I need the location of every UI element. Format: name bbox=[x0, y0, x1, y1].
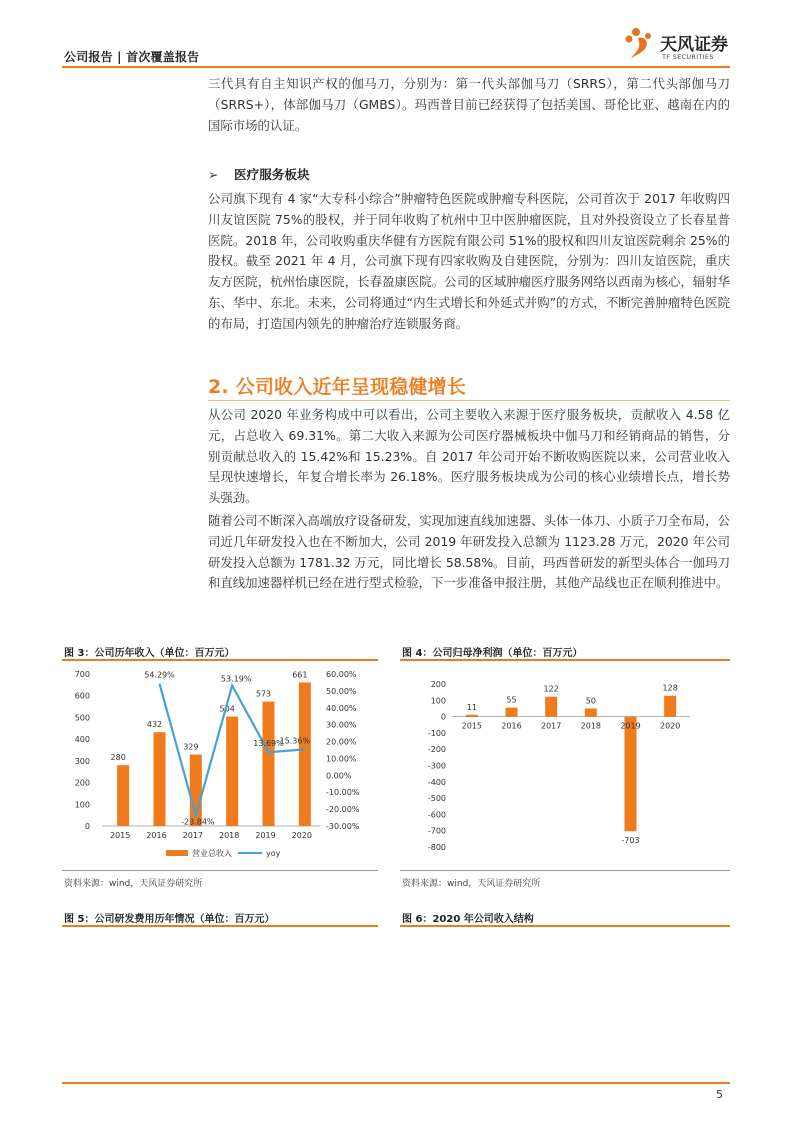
paragraph-revenue: 从公司 2020 年业务构成中可以看出，公司主要收入来源于医疗服务板块，贡献收入 4.58 亿元，占总收入 69.31%。第二大收入来源为公司医疗器械板块中伽马刀和经销商品的销售，分别贡献总收入的 15.42%和 15.23%。自 2017 年公司开始不断收购医院以来，公司营业收入呈现快速增长，年复合增长率为 26.18%。医疗服务板块成为公司的核心业绩增长点，增长势头强劲。 bbox=[208, 407, 730, 506]
section-divider bbox=[208, 400, 730, 401]
figure4-source: 资料来源：wind，天风证券研究所 bbox=[402, 879, 541, 889]
x-tick-label: 2016 bbox=[501, 721, 522, 731]
y-axis-tick-label: -500 bbox=[427, 794, 446, 804]
x-tick-label: 2020 bbox=[291, 831, 313, 840]
revenue-bar-label: 432 bbox=[146, 720, 163, 730]
y-axis-tick-label: 100 bbox=[430, 696, 446, 706]
right-axis-tick-label: -30.00% bbox=[326, 822, 360, 831]
yoy-point-label: 53.19% bbox=[220, 674, 252, 684]
figure3-bottom-rule bbox=[62, 870, 378, 871]
x-tick-label: 2019 bbox=[620, 721, 641, 731]
right-axis-tick-label: 50.00% bbox=[326, 686, 357, 696]
right-axis-tick-label: 60.00% bbox=[326, 670, 357, 679]
net-profit-chart bbox=[400, 662, 730, 868]
left-axis-tick-label: 300 bbox=[74, 756, 90, 766]
net-profit-bar-label: 11 bbox=[466, 702, 477, 712]
revenue-bar bbox=[226, 717, 238, 826]
net-profit-bar bbox=[466, 715, 478, 717]
left-axis-tick-label: 500 bbox=[74, 713, 90, 723]
paragraph-hospitals: 公司旗下现有 4 家“大专科小综合”肿瘤特色医院或肿瘤专科医院，公司首次于 2017 年收购四川友谊医院 75%的股权，并于同年收购了杭州中卫中医肿瘤医院，且对外投资设立了长春星普医院。2018 年，公司收购重庆华健有方医院有限公司 51%的股权和四川友谊医院剩余 25%的股权。截至 2021 年 4 月，公司旗下现有四家收购及自建医院，分别为：四川友谊医院，重庆友方医院，杭州怡康医院，长春盈康医院。公司的区域肿瘤医疗服务网络以西南为核心，辐射华东、华中、东北。未来，公司将通过“内生式增长和外延式并购”的方式，不断完善肿瘤特色医院的布局，打造国内领先的肿瘤治疗连锁服务商。 bbox=[208, 191, 730, 331]
x-tick-label: 2020 bbox=[659, 721, 681, 731]
yoy-point-label: -23.84% bbox=[181, 817, 215, 827]
left-axis-tick-label: 700 bbox=[74, 670, 90, 679]
net-profit-bar bbox=[664, 696, 676, 717]
y-axis-tick-label: -200 bbox=[427, 745, 446, 755]
figure3-title-rule bbox=[62, 659, 378, 661]
x-tick-label: 2015 bbox=[461, 721, 483, 731]
y-axis-tick-label: -100 bbox=[427, 728, 446, 738]
left-axis-tick-label: 200 bbox=[74, 778, 90, 788]
right-axis-tick-label: 10.00% bbox=[326, 754, 357, 764]
legend-bar-label: 营业总收入 bbox=[192, 849, 232, 858]
right-axis-tick-label: -10.00% bbox=[326, 788, 360, 798]
report-type-label: 公司报告 | 首次覆盖报告 bbox=[64, 50, 200, 64]
figure4-title-rule bbox=[400, 659, 730, 661]
net-profit-bar-label: 55 bbox=[506, 695, 517, 705]
y-axis-tick-label: -400 bbox=[427, 777, 446, 787]
revenue-bar-label: 573 bbox=[255, 689, 272, 699]
footer-divider bbox=[62, 1082, 730, 1084]
x-tick-label: 2019 bbox=[255, 831, 276, 840]
figure6-title: 图 6：2020 年公司收入结构 bbox=[402, 914, 534, 925]
revenue-bar-label: 661 bbox=[292, 670, 308, 680]
left-axis-tick-label: 400 bbox=[74, 735, 90, 745]
figure5-title: 图 5：公司研发费用历年情况（单位：百万元） bbox=[64, 914, 275, 925]
left-axis-tick-label: 0 bbox=[84, 822, 90, 831]
net-profit-bar-label: 50 bbox=[585, 696, 596, 706]
x-tick-label: 2015 bbox=[109, 831, 131, 840]
logo-subtitle: TF SECURITIES bbox=[662, 53, 714, 61]
x-tick-label: 2017 bbox=[182, 831, 204, 840]
x-tick-label: 2018 bbox=[580, 721, 602, 731]
revenue-bar bbox=[263, 702, 275, 826]
figure4-title: 图 4：公司归母净利润（单位：百万元） bbox=[402, 648, 583, 659]
paragraph-gamma-knife: 三代具有自主知识产权的伽马刀，分别为：第一代头部伽马刀（SRRS），第二代头部伽马刀（SRRS+），体部伽马刀（GMBS）。玛西普目前已经获得了包括美国、哥伦比亚、越南在内的国际市场的认证。 bbox=[208, 76, 730, 133]
x-tick-label: 2017 bbox=[540, 721, 562, 731]
y-axis-tick-label: -700 bbox=[427, 826, 446, 836]
y-axis-tick-label: -800 bbox=[427, 843, 446, 852]
company-logo bbox=[622, 26, 732, 66]
yoy-point-label: 15.36% bbox=[279, 736, 311, 746]
legend-line-label: yoy bbox=[266, 849, 281, 858]
yoy-point-label: 54.29% bbox=[144, 670, 175, 680]
net-profit-bar-label: 128 bbox=[662, 683, 678, 693]
arrow-bullet-icon: ➢ bbox=[208, 167, 219, 182]
left-axis-tick-label: 600 bbox=[74, 691, 90, 701]
net-profit-bar bbox=[585, 708, 597, 716]
header-divider bbox=[62, 66, 730, 68]
net-profit-bar-label: -703 bbox=[621, 836, 640, 846]
right-axis-tick-label: 20.00% bbox=[326, 737, 357, 747]
logo-mark-icon bbox=[622, 26, 658, 62]
y-axis-tick-label: 0 bbox=[440, 712, 446, 722]
figure3-source: 资料来源：wind，天风证券研究所 bbox=[64, 879, 203, 889]
figure3-title: 图 3：公司历年收入（单位：百万元） bbox=[64, 648, 235, 659]
y-axis-tick-label: -300 bbox=[427, 761, 446, 771]
right-axis-tick-label: 40.00% bbox=[326, 703, 357, 713]
net-profit-bar bbox=[545, 697, 557, 717]
figure6-title-rule bbox=[400, 925, 730, 927]
right-axis-tick-label: 30.00% bbox=[326, 720, 357, 730]
page-number: 5 bbox=[716, 1088, 723, 1101]
legend-bar-swatch bbox=[166, 850, 188, 856]
revenue-bar bbox=[299, 682, 311, 826]
revenue-chart bbox=[62, 662, 378, 868]
y-axis-tick-label: 200 bbox=[430, 680, 446, 689]
revenue-bar-label: 280 bbox=[110, 753, 126, 763]
revenue-bar-label: 329 bbox=[183, 742, 199, 752]
right-axis-tick-label: -20.00% bbox=[326, 805, 360, 815]
logo-name: 天风证券 bbox=[660, 35, 728, 55]
right-axis-tick-label: 0.00% bbox=[326, 771, 352, 781]
section-title: 2. 公司收入近年呈现稳健增长 bbox=[208, 376, 467, 398]
revenue-bar bbox=[117, 765, 129, 826]
x-tick-label: 2018 bbox=[218, 831, 240, 840]
net-profit-bar bbox=[506, 708, 518, 717]
revenue-bar-label: 504 bbox=[219, 704, 235, 714]
figure4-bottom-rule bbox=[400, 870, 730, 871]
x-tick-label: 2016 bbox=[146, 831, 167, 840]
net-profit-bar bbox=[625, 717, 637, 832]
bullet-title: 医疗服务板块 bbox=[234, 167, 310, 182]
y-axis-tick-label: -600 bbox=[427, 810, 446, 820]
yoy-point-label: 13.69% bbox=[253, 739, 284, 749]
revenue-bar bbox=[154, 732, 166, 826]
left-axis-tick-label: 100 bbox=[74, 800, 90, 810]
paragraph-rnd: 随着公司不断深入高端放疗设备研发，实现加速直线加速器、头体一体刀、小质子刀全布局，公司近几年研发投入也在不断加大，公司 2019 年研发投入总额为 1123.28 万元，2020 年公司研发投入总额为 1781.32 万元，同比增长 58.58%。目前，玛西普研发的新型头体合一伽玛刀和直线加速器样机已经在进行型式检验，下一步准备申报注册，其他产品线也正在顺利推进中。 bbox=[208, 513, 730, 591]
bullet-medical-services bbox=[208, 164, 310, 183]
figure5-title-rule bbox=[62, 925, 378, 927]
net-profit-bar-label: 122 bbox=[543, 684, 559, 694]
